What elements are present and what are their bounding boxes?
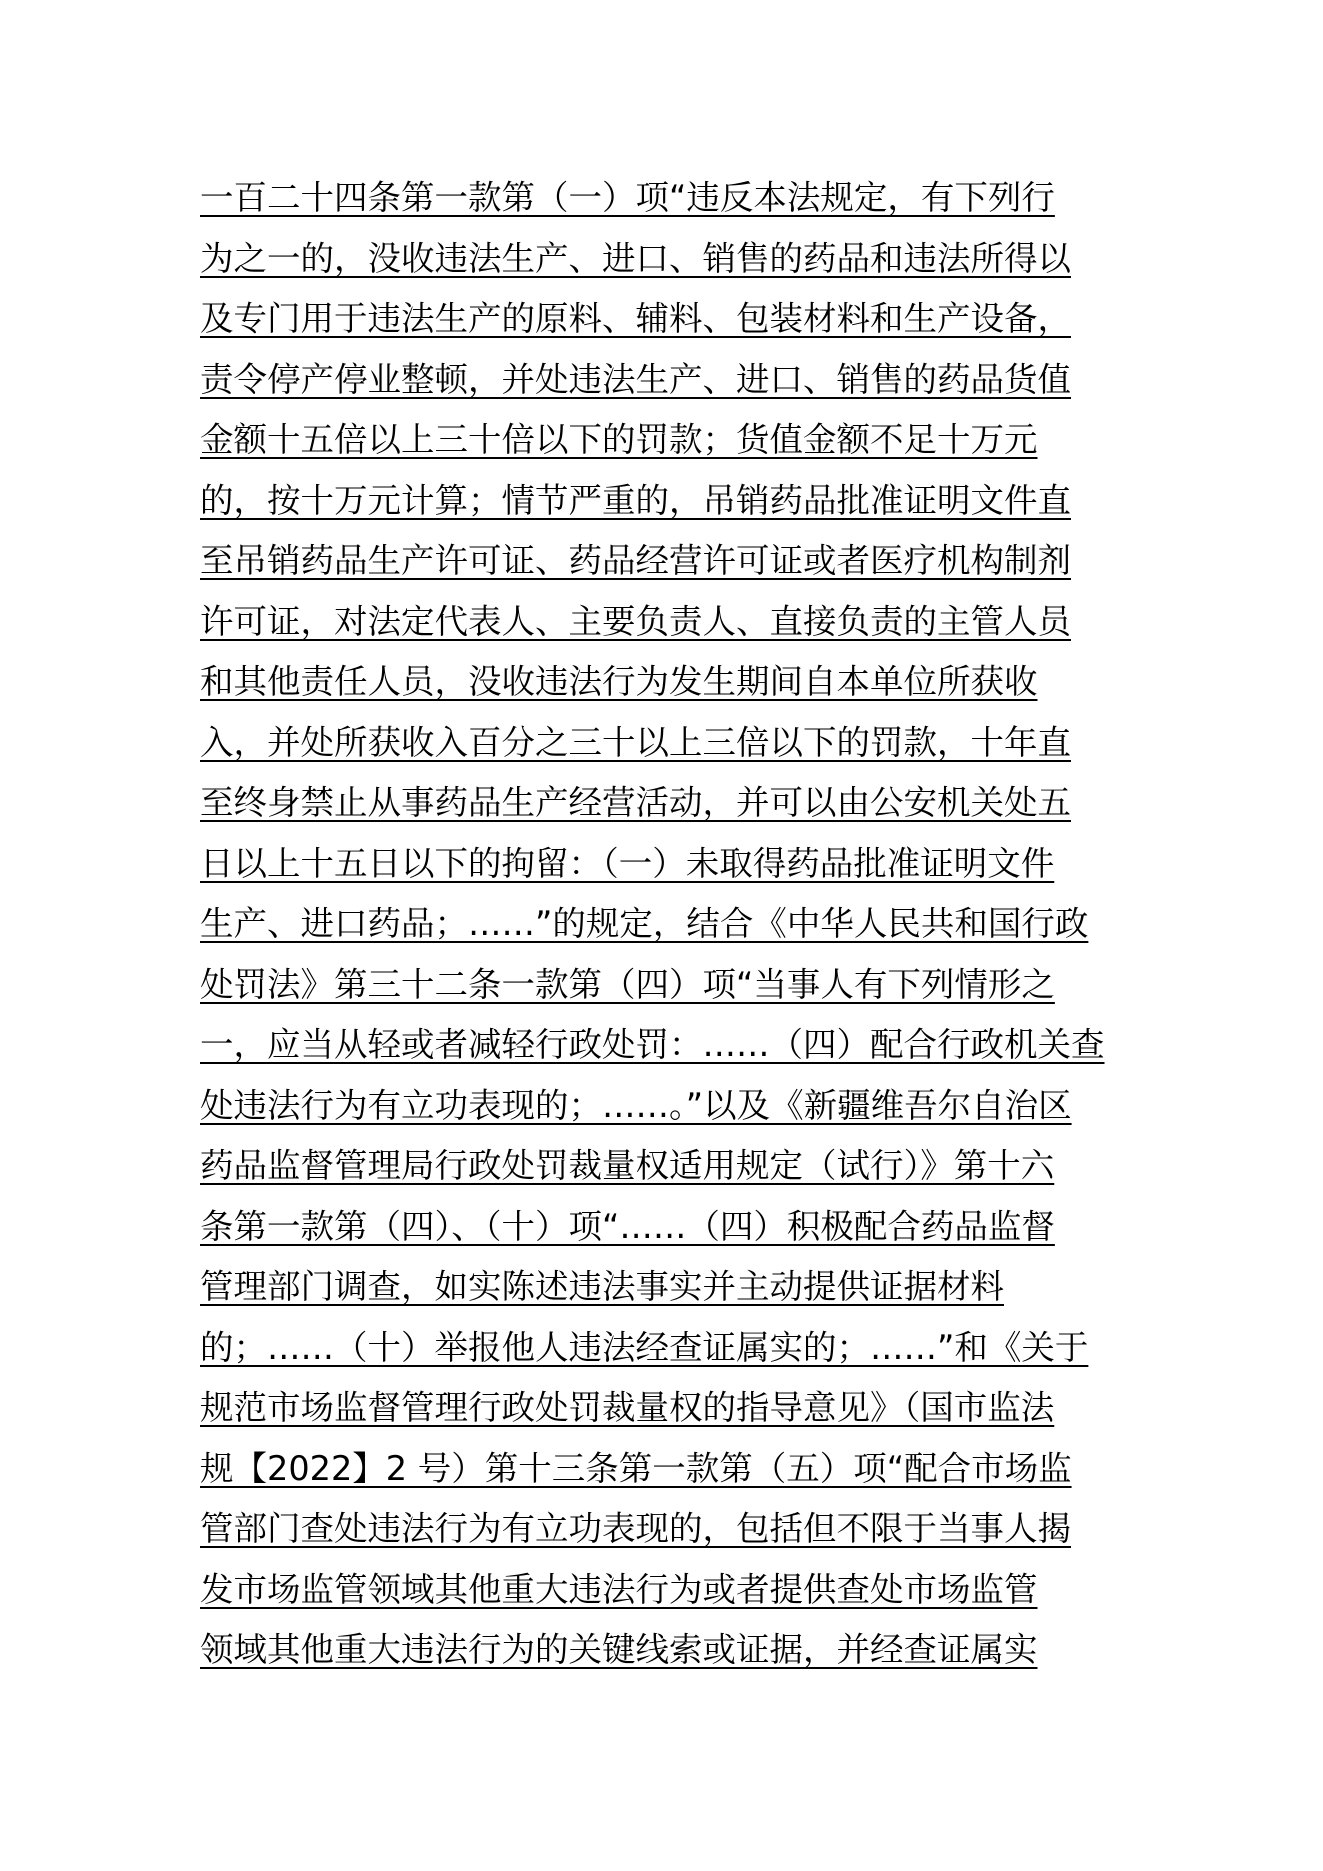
body-text [200, 168, 1145, 1681]
text-line-20: 的；……（十）举报他人违法经查证属实的；……”和《关于 [200, 1327, 1089, 1367]
text-line-17: 药品监督管理局行政处罚裁量权适用规定（试行）》第十六 [200, 1146, 1055, 1185]
text-line-14: 处罚法》第三十二条一款第（四）项“当事人有下列情形之 [200, 964, 1055, 1004]
text-line-22: 规【2022】2 号）第十三条第一款第（五）项“配合市场监 [200, 1448, 1072, 1488]
text-line-16: 处违法行为有立功表现的；……。”以及《新疆维吾尔自治区 [200, 1085, 1072, 1125]
text-line-23: 管部门查处违法行为有立功表现的，包括但不限于当事人揭 [200, 1509, 1071, 1548]
text-line-19: 管理部门调查，如实陈述违法事实并主动提供证据材料 [200, 1267, 1004, 1306]
text-line-1: 一百二十四条第一款第（一）项“违反本法规定，有下列行 [200, 178, 1055, 217]
text-line-4: 责令停产停业整顿，并处违法生产、进口、销售的药品货值 [200, 359, 1071, 399]
text-line-24: 发市场监管领域其他重大违法行为或者提供查处市场监管 [200, 1569, 1038, 1609]
text-line-13: 生产、进口药品；……”的规定，结合《中华人民共和国行政 [200, 904, 1089, 943]
text-line-21: 规范市场监督管理行政处罚裁量权的指导意见》（国市监法 [200, 1388, 1055, 1427]
text-line-12: 日以上十五日以下的拘留：（一）未取得药品批准证明文件 [200, 843, 1055, 883]
text-line-15: 一，应当从轻或者减轻行政处罚：……（四）配合行政机关查 [200, 1025, 1105, 1064]
text-line-10: 入，并处所获收入百分之三十以上三倍以下的罚款，十年直 [200, 722, 1071, 762]
text-line-18: 条第一款第（四）、（十）项“……（四）积极配合药品监督 [200, 1206, 1055, 1246]
text-line-25: 领域其他重大违法行为的关键线索或证据，并经查证属实 [200, 1630, 1038, 1669]
text-line-2: 为之一的，没收违法生产、进口、销售的药品和违法所得以 [200, 238, 1071, 278]
text-line-8: 许可证，对法定代表人、主要负责人、直接负责的主管人员 [200, 601, 1071, 641]
text-line-5: 金额十五倍以上三十倍以下的罚款；货值金额不足十万元 [200, 420, 1038, 459]
text-line-3: 及专门用于违法生产的原料、辅料、包装材料和生产设备， [200, 299, 1071, 338]
text-line-6: 的，按十万元计算；情节严重的，吊销药品批准证明文件直 [200, 480, 1071, 520]
text-line-7: 至吊销药品生产许可证、药品经营许可证或者医疗机构制剂 [200, 541, 1071, 580]
text-line-11: 至终身禁止从事药品生产经营活动，并可以由公安机关处五 [200, 783, 1071, 822]
text-line-9: 和其他责任人员，没收违法行为发生期间自本单位所获收 [200, 662, 1038, 701]
